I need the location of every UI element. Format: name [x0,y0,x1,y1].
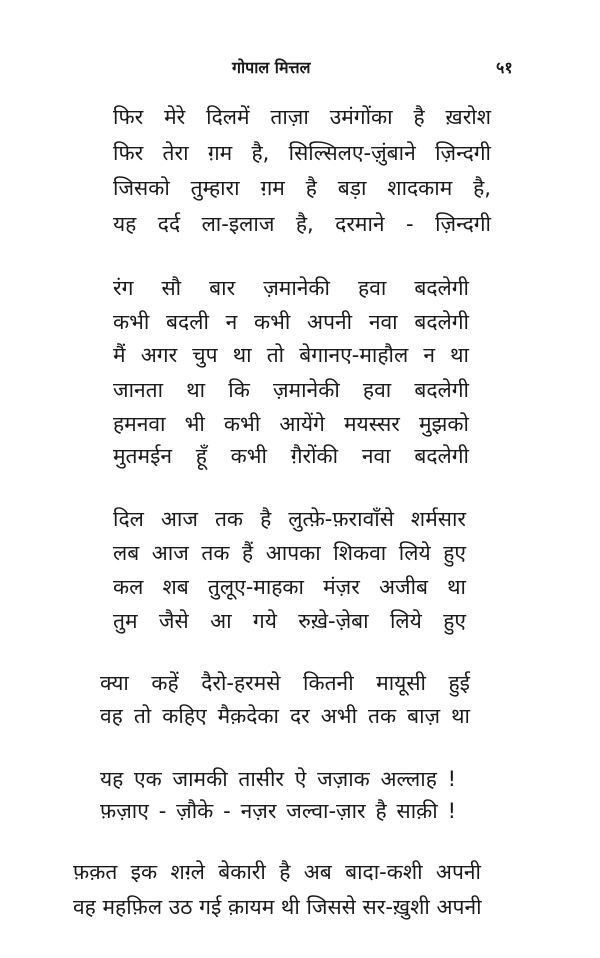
verse-line: यह दर्द ला-इलाज है, दरमाने - ज़िन्दगी [113,212,491,236]
verse-line: तुम जैसे आ गये रुख़े-ज़ेबा लिये हुए [113,609,466,633]
verse-line: यह एक जामकी तासीर ऐ जज़ाक अल्लाह ! [100,767,456,791]
verse-line: क्या कहें दैरो-हरमसे कितनी मायूसी हुई [100,671,470,695]
verse-line: वह तो कहिए मैक़देका दर अभी तक बाज़ था [100,704,470,728]
verse-line: फिर तेरा ग़म है, सिल्सिलए-ज़ुंबाने ज़िन्दगी [113,141,491,165]
running-title: गोपाल मित्तल [232,58,311,77]
verse-line: मुतमईन हूँ कभी ग़ैरोंकी नवा बदलेगी [113,444,469,468]
page-number: ५१ [496,58,513,77]
verse-line: रंग सौ बार ज़मानेकी हवा बदलेगी [113,276,469,300]
verse-line: फ़क़त इक शग़्ले बेकारी है अब बादा-कशी अपनी [73,860,481,884]
verse-line: दिल आज तक है लुत्फ़े-फ़रावाँसे शर्मसार [113,507,466,531]
verse-line: वह महफ़िल उठ गई क़ायम थी जिससे सर-ख़ुशी अपनी [73,895,482,919]
verse-line: जानता था कि ज़मानेकी हवा बदलेगी [113,378,469,402]
verse-line: फ़ज़ाए - ज़ौके - नज़र जल्वा-ज़ार है साक़ी ! [100,799,456,823]
verse-line: कभी बदली न कभी अपनी नवा बदलेगी [113,310,469,334]
verse-line: जिसको तुम्हारा ग़म है बड़ा शादकाम है, [113,176,491,200]
verse-line: कल शब तुलूए-माहका मंज़र अजीब था [113,575,466,599]
verse-line: हमनवा भी कभी आयेंगे मयस्सर मुझको [113,412,469,436]
verse-line: फिर मेरे दिलमें ताज़ा उमंगोंका है ख़रोश [113,105,491,129]
verse-line: लब आज तक हैं आपका शिकवा लिये हुए [113,541,466,565]
verse-line: मैं अगर चुप था तो बेगानए-माहौल न था [113,343,469,367]
